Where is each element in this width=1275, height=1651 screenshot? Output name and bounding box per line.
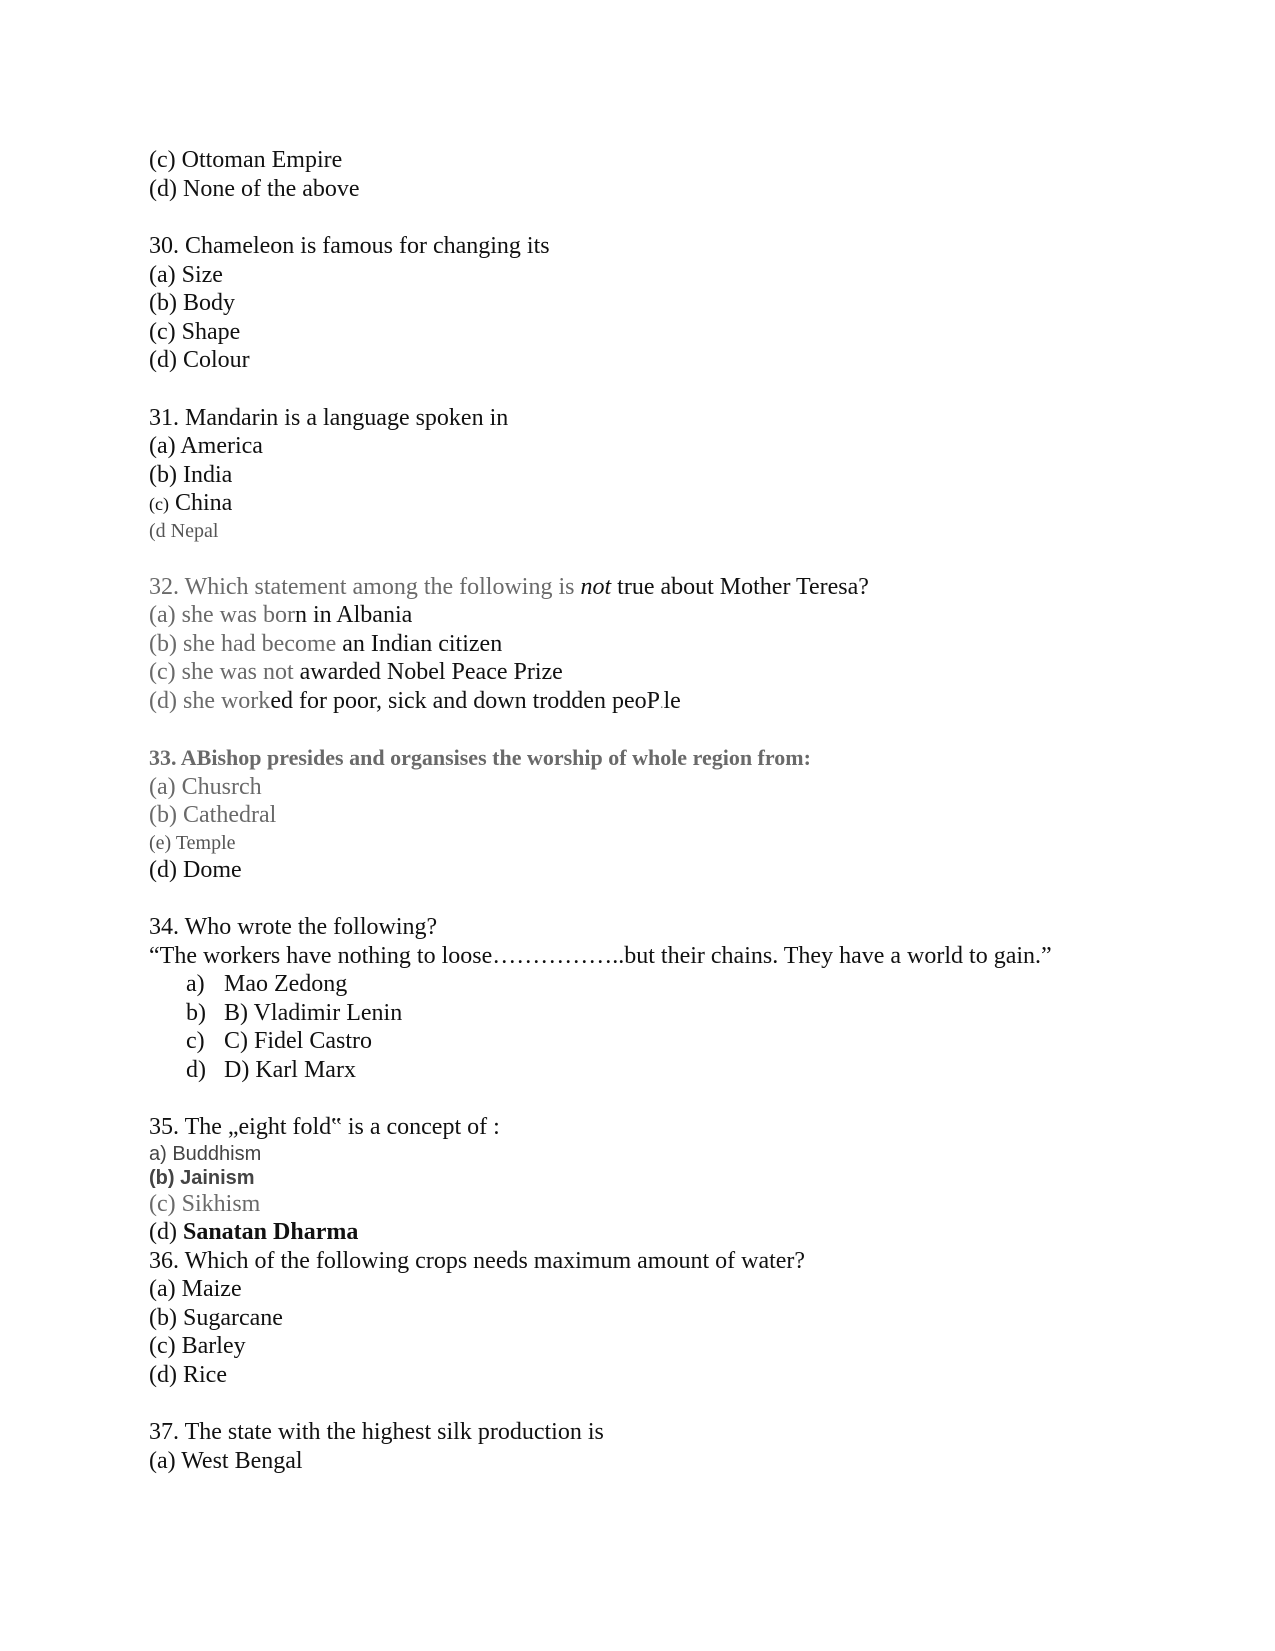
q37-question: 37. The state with the highest silk production is bbox=[149, 1419, 604, 1445]
q32-option-b-dark: an Indian citizen bbox=[342, 630, 503, 657]
q30-option-b: (b) Body bbox=[149, 290, 235, 316]
q32-question bbox=[149, 573, 1209, 602]
q34-option-c-text: C) Fidel Castro bbox=[224, 1028, 372, 1054]
q31-option-a: (a) America bbox=[149, 433, 263, 459]
q34-option-a bbox=[149, 970, 1209, 999]
spacer bbox=[149, 375, 1209, 404]
q33-question: 33. ABishop presides and organsises the worship of whole region from: bbox=[149, 745, 811, 770]
q32-option-a-faded: (a) she was bor bbox=[149, 602, 295, 628]
q31-option-c bbox=[149, 489, 1209, 518]
q34-option-a-text: Mao Zedong bbox=[224, 971, 348, 997]
q32-option-d-tail: . bbox=[659, 696, 664, 712]
q32-option-c-dark: awarded Nobel Peace Prize bbox=[299, 659, 563, 685]
q30-option-a: (a) Size bbox=[149, 261, 223, 288]
q34-option-c-label: c) bbox=[186, 1028, 205, 1054]
q30-question: 30. Chameleon is famous for changing its bbox=[149, 233, 550, 259]
q34-option-a-label: a) bbox=[186, 971, 205, 997]
q34-quote: “The workers have nothing to loose……………..but their chains. They have a world to gain.” bbox=[149, 942, 1052, 969]
q34-option-b-text: B) Vladimir Lenin bbox=[224, 999, 403, 1026]
q32-option-d-dark: ed for poor, sick and down trodden peoP bbox=[270, 687, 660, 714]
q31-option-c-label: (c) bbox=[149, 494, 169, 514]
q34-option-b bbox=[149, 999, 1209, 1028]
question-page bbox=[149, 146, 1209, 1475]
q32-option-a-dark: n in Albania bbox=[294, 602, 413, 628]
spacer bbox=[149, 1084, 1209, 1113]
q29-option-c: (c) Ottoman Empire bbox=[149, 147, 343, 173]
q32-option-c-faded: (c) she was not bbox=[149, 659, 300, 685]
q32-question-post: true about Mother Teresa? bbox=[611, 573, 869, 600]
q32-option-b-faded: (b) she had become bbox=[149, 630, 343, 657]
q32-option-b bbox=[149, 630, 1209, 659]
q34-question: 34. Who wrote the following? bbox=[149, 914, 438, 940]
q32-question-em: not bbox=[580, 573, 612, 600]
q32-option-a bbox=[149, 601, 1209, 630]
q32-option-d bbox=[149, 687, 1209, 716]
spacer bbox=[149, 715, 1209, 744]
spacer bbox=[149, 1389, 1209, 1418]
q33-option-e: (e) Temple bbox=[149, 831, 236, 854]
q30-option-d: (d) Colour bbox=[149, 347, 250, 373]
q32-option-d-end: le bbox=[663, 687, 681, 714]
q37-option-a: (a) West Bengal bbox=[149, 1447, 303, 1474]
q31-option-b: (b) India bbox=[149, 461, 233, 488]
q36-question: 36. Which of the following crops needs maximum amount of water? bbox=[149, 1247, 806, 1274]
q31-question: 31. Mandarin is a language spoken in bbox=[149, 404, 509, 431]
q32-option-c bbox=[149, 658, 1209, 687]
q35-option-c: (c) Sikhism bbox=[149, 1190, 261, 1217]
q32-question-pre: 32. Which statement among the following is bbox=[149, 573, 581, 600]
q31-option-d: (d Nepal bbox=[149, 519, 219, 542]
q32-option-d-faded: (d) she work bbox=[149, 687, 271, 714]
q31-option-c-text: China bbox=[168, 490, 233, 516]
q30-option-c: (c) Shape bbox=[149, 318, 241, 345]
spacer bbox=[149, 544, 1209, 573]
spacer bbox=[149, 884, 1209, 913]
q35-option-d bbox=[149, 1218, 1209, 1247]
q36-option-a: (a) Maize bbox=[149, 1276, 242, 1302]
q34-option-c bbox=[149, 1027, 1209, 1056]
q35-option-a: a) Buddhism bbox=[149, 1142, 262, 1165]
q35-option-b: (b) Jainism bbox=[149, 1166, 255, 1189]
q29-option-d: (d) None of the above bbox=[149, 175, 360, 202]
q34-option-d bbox=[149, 1056, 1209, 1085]
q33-option-b: (b) Cathedral bbox=[149, 802, 277, 828]
q34-option-d-text: D) Karl Marx bbox=[224, 1056, 356, 1083]
q34-option-b-label: b) bbox=[186, 999, 206, 1026]
q35-option-d-text: Sanatan Dharma bbox=[182, 1219, 359, 1245]
q36-option-d: (d) Rice bbox=[149, 1361, 227, 1388]
spacer bbox=[149, 203, 1209, 232]
q33-option-a: (a) Chusrch bbox=[149, 773, 262, 800]
q34-option-d-label: d) bbox=[186, 1056, 206, 1083]
q33-option-d: (d) Dome bbox=[149, 856, 242, 883]
q36-option-c: (c) Barley bbox=[149, 1333, 246, 1359]
q36-option-b: (b) Sugarcane bbox=[149, 1304, 283, 1331]
q35-option-d-label: (d) bbox=[149, 1219, 183, 1245]
q35-question: 35. The „eight fold‟ is a concept of : bbox=[149, 1114, 500, 1140]
